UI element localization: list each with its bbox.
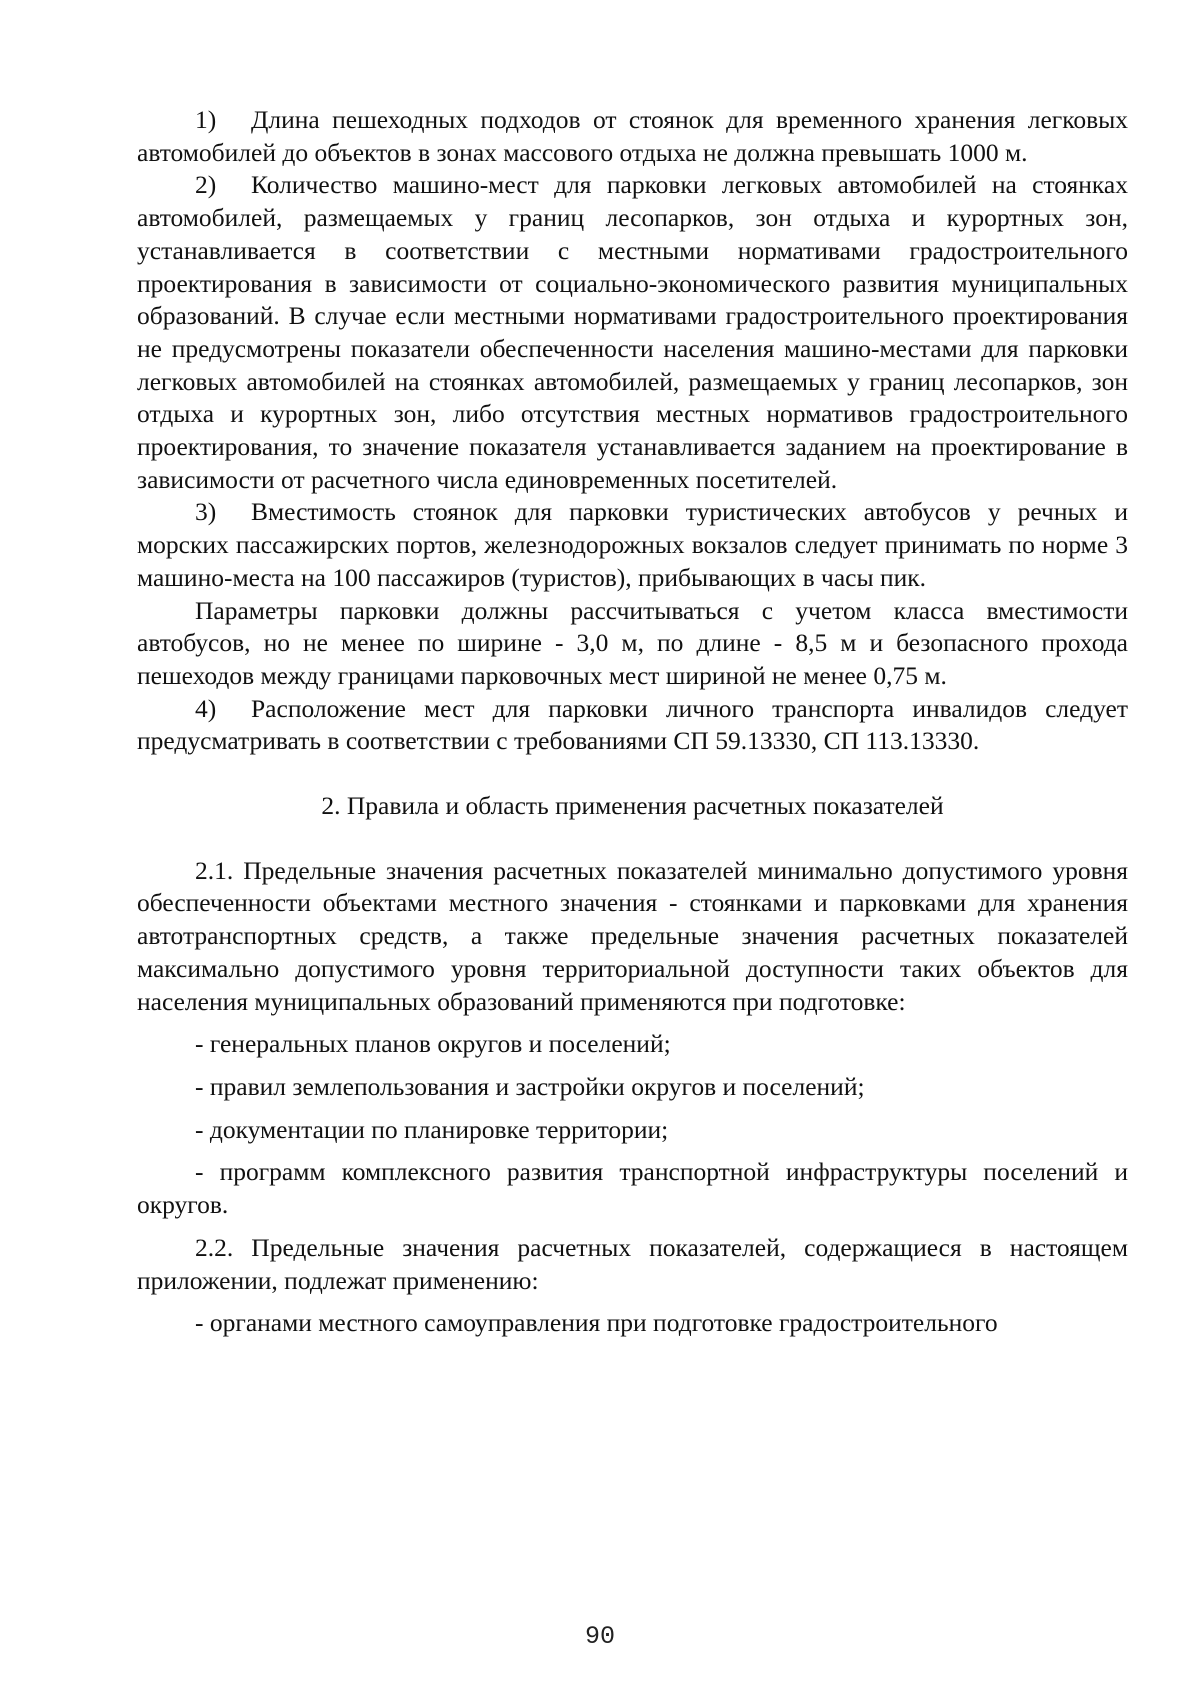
section-heading: 2. Правила и область применения расчетных показателей	[321, 791, 944, 821]
item-number: 1)	[195, 105, 217, 134]
item-number: 4)	[195, 693, 217, 723]
page-number: 90	[584, 1622, 615, 1651]
paragraph-2-2: 2.2. Предельные значения расчетных показателей, содержащиеся в настоящем приложении, подлежат применению:	[137, 1232, 1128, 1295]
item-text: Длина пешеходных подходов от стоянок для временного хранения легковых автомобилей до объектов в зонах массового отдыха не должна превышать 1000 м.	[137, 105, 1128, 167]
list-item: - органами местного самоуправления при подготовке градостроительного	[195, 1308, 998, 1338]
document-page	[137, 104, 1128, 1340]
item-number: 3)	[195, 497, 217, 527]
item-text: Расположение мест для парковки личного транспорта инвалидов следует предусматривать в соответствии с требованиями СП 59.13330, СП 113.13330.	[137, 693, 1128, 756]
paragraph-item-1	[137, 104, 1128, 169]
list-item: - генеральных планов округов и поселений;	[195, 1029, 671, 1059]
paragraph-2-1: 2.1. Предельные значения расчетных показателей минимально допустимого уровня обеспеченности объектами местного значения - стоянками и парковками для хранения автотранспортных средств, а также предельные значения расчетных показателей максимально допустимого уровня территориальной доступности таких объектов для населения муниципальных образований применяются при подготовке:	[137, 855, 1128, 1016]
list-item: - документации по планировке территории;	[195, 1114, 669, 1144]
list-item: - правил землепользования и застройки округов и поселений;	[195, 1071, 865, 1101]
list-item: - программ комплексного развития транспортной инфраструктуры поселений и округов.	[137, 1157, 1128, 1220]
paragraph-item-4	[137, 693, 1128, 758]
paragraph-parking-params: Параметры парковки должны рассчитываться с учетом класса вместимости автобусов, но не менее по ширине - 3,0 м, по длине - 8,5 м и безопасного прохода пешеходов между границами парковочных мест шириной не менее 0,75 м.	[137, 595, 1128, 690]
item-number: 2)	[195, 170, 217, 200]
paragraph-item-2	[137, 169, 1128, 496]
item-text: Вместимость стоянок для парковки туристических автобусов у речных и морских пассажирских портов, железнодорожных вокзалов следует принимать по норме 3 машино-места на 100 пассажиров (туристов), прибывающих в часы пик.	[137, 497, 1128, 592]
paragraph-item-3	[137, 496, 1128, 594]
item-text: Количество машино-мест для парковки легковых автомобилей на стоянках автомобилей, размещаемых у границ лесопарков, зон отдыха и курортных зон, устанавливается в соответствии с местными нормативами градостроительного проектирования в зависимости от социально-экономического развития муниципальных образований. В случае если местными нормативами градостроительного проектирования не предусмотрены показатели обеспеченности населения машино-местами для парковки легковых автомобилей на стоянках автомобилей, размещаемых у границ лесопарков, зон отдыха и курортных зон, либо отсутствия местных нормативов градостроительного проектирования, то значение показателя устанавливается заданием на проектирование в зависимости от расчетного числа единовременных посетителей.	[137, 170, 1128, 494]
